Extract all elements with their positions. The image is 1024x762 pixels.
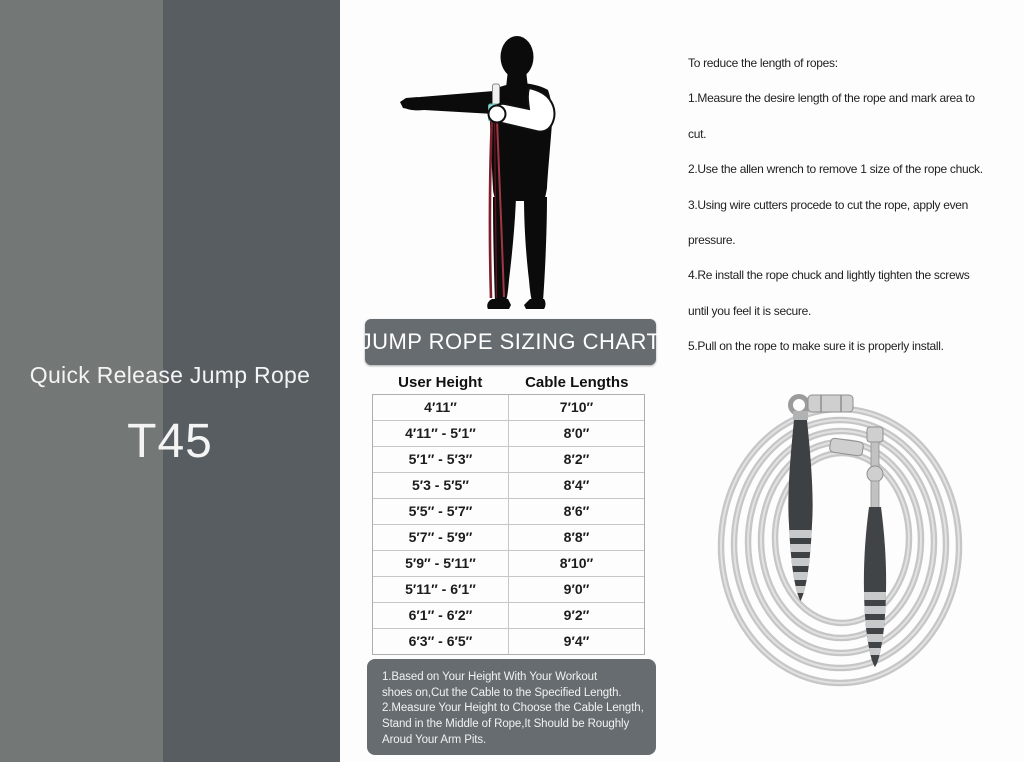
instruction-line: until you feel it is secure. <box>688 303 811 318</box>
shortening-instructions <box>688 46 1022 365</box>
cable-length-cell: 8′6″ <box>563 503 590 519</box>
instruction-line: cut. <box>688 126 707 141</box>
user-height-cell: 6′1″ - 6′2″ <box>373 603 509 628</box>
user-height-cell: 5′9″ - 5′11″ <box>373 551 509 576</box>
table-row <box>373 550 644 576</box>
cable-length-cell: 8′4″ <box>563 477 590 493</box>
user-height-cell: 4′11″ <box>373 395 509 420</box>
table-row <box>373 628 644 654</box>
user-height-cell: 5′5″ - 5′7″ <box>373 499 509 524</box>
cable-length-cell: 9′2″ <box>563 607 590 623</box>
user-height-cell: 5′11″ - 6′1″ <box>373 577 509 602</box>
cable-length-cell: 7′10″ <box>559 399 594 415</box>
sizing-chart-title-text: JUMP ROPE SIZING CHART <box>360 329 661 354</box>
jump-rope-photo <box>700 380 1024 690</box>
note-line: shoes on,Cut the Cable to the Specified Length. <box>382 686 622 699</box>
table-row <box>373 420 644 446</box>
instruction-line: 5.Pull on the rope to make sure it is properly install. <box>688 339 944 354</box>
instruction-line: pressure. <box>688 232 736 247</box>
cable-length-cell: 8′10″ <box>559 555 594 571</box>
table-row <box>373 576 644 602</box>
table-body <box>372 394 645 655</box>
user-height-cell: 5′3 - 5′5″ <box>373 473 509 498</box>
instruction-line: 3.Using wire cutters procede to cut the rope, apply even <box>688 197 969 212</box>
sizing-chart-title <box>360 319 661 365</box>
model-number: T45 <box>127 415 213 468</box>
instruction-line: 2.Use the allen wrench to remove 1 size of the rope chuck. <box>688 162 983 177</box>
sizing-chart-table <box>372 371 645 655</box>
instruction-line: To reduce the length of ropes: <box>688 56 838 70</box>
table-row <box>373 498 644 524</box>
cable-length-cell: 8′2″ <box>563 451 590 467</box>
table-row <box>373 446 644 472</box>
column-header-cable-lengths: Cable Lengths <box>525 374 629 391</box>
table-row <box>373 472 644 498</box>
cable-length-cell: 9′4″ <box>563 633 590 649</box>
instruction-line: 4.Re install the rope chuck and lightly tighten the screws <box>688 268 970 283</box>
column-header-user-height: User Height <box>398 374 483 391</box>
table-row <box>373 602 644 628</box>
cable-length-cell: 9′0″ <box>563 581 590 597</box>
instruction-line: 1.Measure the desire length of the rope and mark area to <box>688 91 975 106</box>
table-row <box>373 524 644 550</box>
user-height-cell: 5′1″ - 5′3″ <box>373 447 509 472</box>
table-row <box>373 395 644 420</box>
user-height-cell: 6′3″ - 6′5″ <box>373 629 509 654</box>
person-silhouette-illustration <box>380 10 640 310</box>
note-line: 2.Measure Your Height to Choose the Cable Length, <box>382 702 644 715</box>
cable-length-cell: 8′8″ <box>563 529 590 545</box>
note-line: Stand in the Middle of Rope,It Should be Roughly <box>382 718 630 731</box>
user-height-cell: 4′11″ - 5′1″ <box>373 421 509 446</box>
product-name: Quick Release Jump Rope <box>29 362 311 388</box>
user-height-cell: 5′7″ - 5′9″ <box>373 525 509 550</box>
table-header-row <box>372 371 645 394</box>
note-line: 1.Based on Your Height With Your Workout <box>382 671 598 683</box>
sizing-notes-box <box>367 659 656 755</box>
cable-length-cell: 8′0″ <box>563 425 590 441</box>
note-line: Aroud Your Arm Pits. <box>382 733 487 746</box>
